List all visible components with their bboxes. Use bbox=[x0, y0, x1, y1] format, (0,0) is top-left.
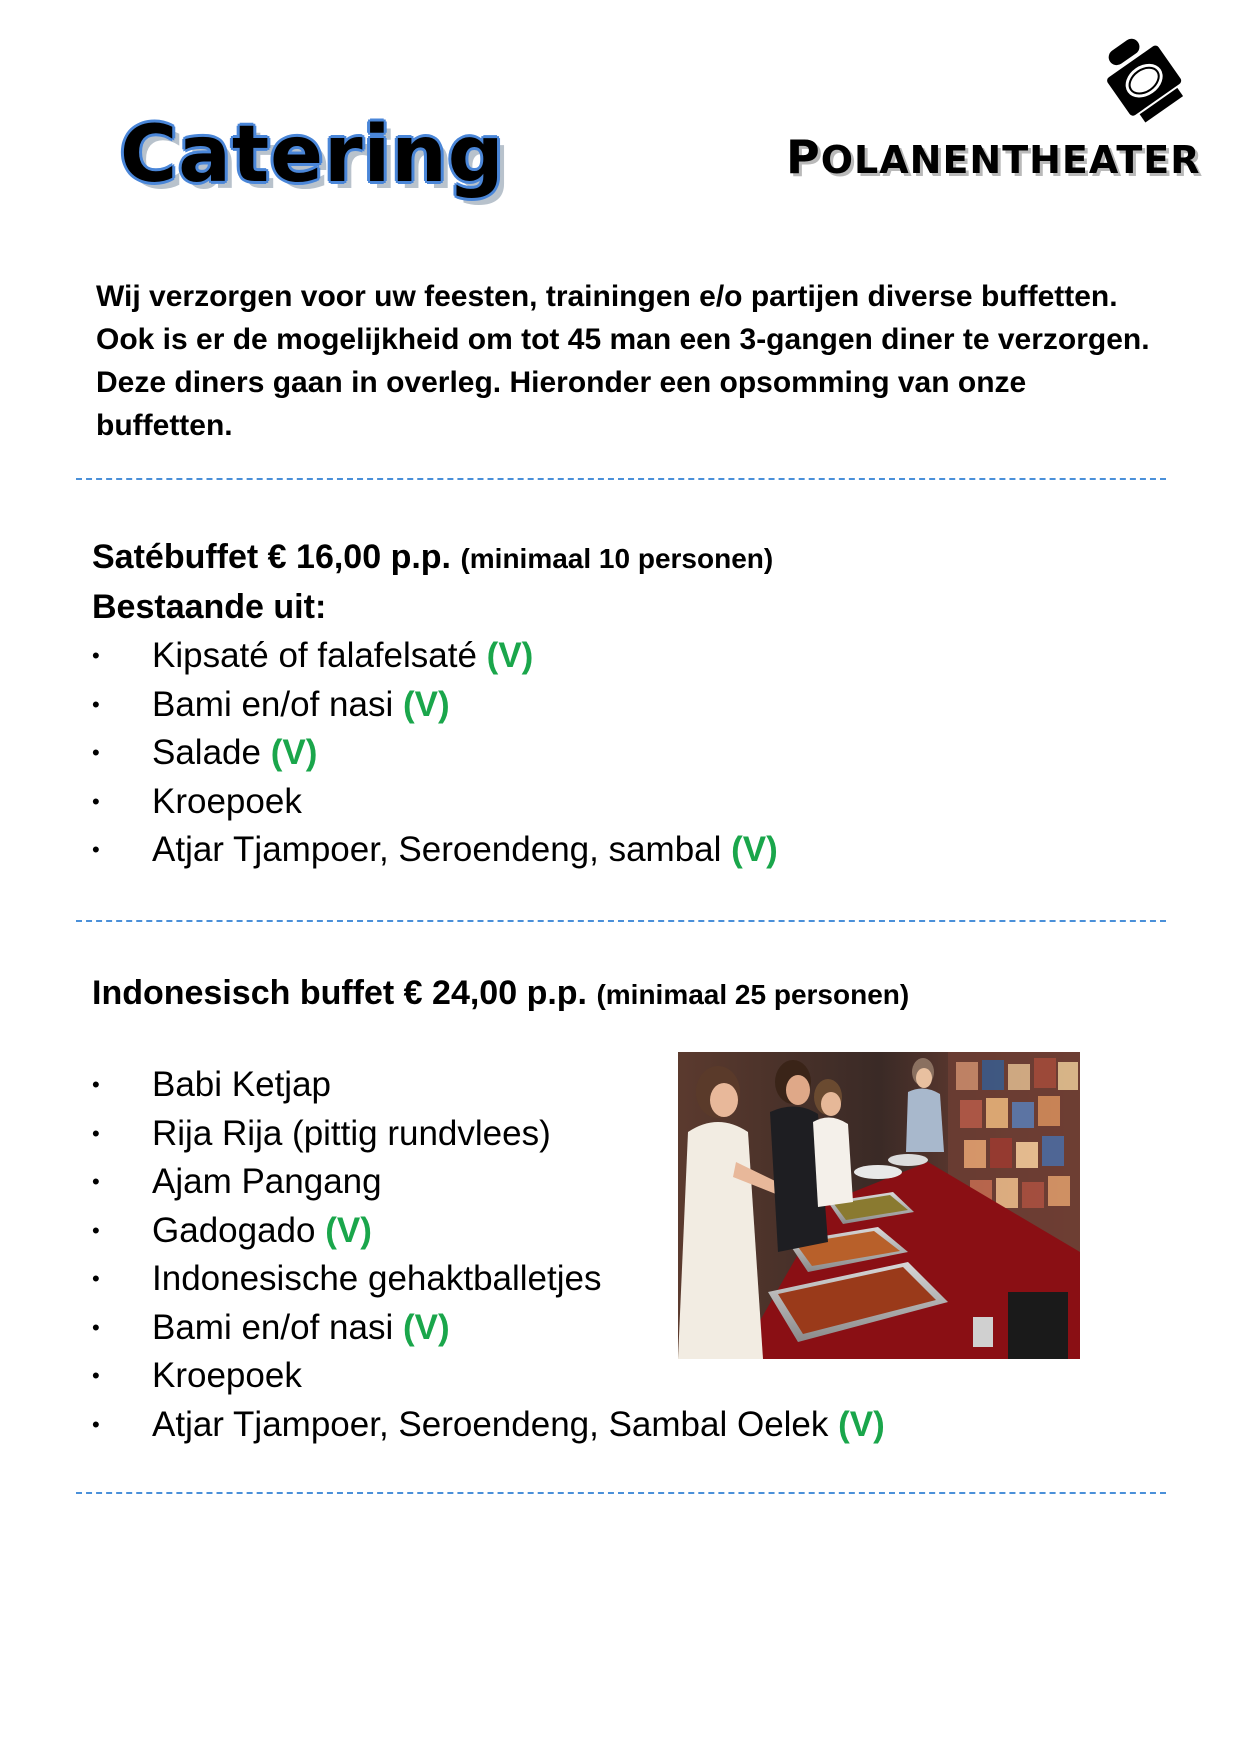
indo-minimum: (minimaal 25 personen) bbox=[596, 979, 910, 1010]
list-item bbox=[92, 729, 778, 778]
indo-title: Indonesisch buffet € 24,00 p.p. bbox=[92, 974, 587, 1012]
divider-1 bbox=[76, 478, 1166, 480]
bullet: • bbox=[92, 1363, 100, 1388]
sate-list bbox=[92, 632, 778, 875]
vegetarian-badge: (V) bbox=[325, 1210, 372, 1250]
bullet: • bbox=[92, 788, 100, 814]
list-item bbox=[92, 681, 778, 730]
bullet: • bbox=[92, 740, 100, 765]
list-item bbox=[92, 826, 778, 875]
bullet: • bbox=[92, 837, 100, 862]
item-text: Kroepoek bbox=[152, 1356, 302, 1395]
item-text: Bami en/of nasi bbox=[152, 684, 394, 724]
vegetarian-badge: (V) bbox=[402, 684, 450, 724]
indo-heading bbox=[92, 974, 909, 1013]
vegetarian-badge: (V) bbox=[270, 733, 318, 772]
theater-lamp-icon bbox=[1098, 34, 1188, 124]
item-text: Atjar Tjampoer, Seroendeng, sambal bbox=[152, 830, 722, 869]
item-text: Bami en/of nasi bbox=[152, 1307, 394, 1347]
logo-wordmark bbox=[786, 130, 1201, 184]
item-text: Salade bbox=[152, 733, 261, 772]
sate-heading bbox=[92, 538, 773, 577]
logo-rest-letters: OLANENTHEATER bbox=[820, 138, 1201, 182]
list-item bbox=[92, 778, 778, 827]
bullet: • bbox=[92, 643, 100, 668]
bullet: • bbox=[92, 1411, 100, 1437]
vegetarian-badge: (V) bbox=[838, 1404, 885, 1444]
buffet-photo bbox=[678, 1052, 1080, 1359]
bullet: • bbox=[92, 1120, 100, 1146]
list-item bbox=[92, 1352, 885, 1401]
item-text: Indonesische gehaktballetjes bbox=[152, 1259, 602, 1298]
bullet: • bbox=[92, 1266, 100, 1291]
vegetarian-badge: (V) bbox=[486, 636, 534, 675]
bullet: • bbox=[92, 1217, 100, 1243]
intro-text: Wij verzorgen voor uw feesten, trainingen e/o partijen diverse buffetten. Ook is er de mogelijkheid om tot 45 man een 3-gangen diner te verzorgen. Deze diners gaan in overleg. Hieronder een opsomming van onze buffetten. bbox=[96, 280, 1150, 442]
item-text: Babi Ketjap bbox=[152, 1065, 332, 1104]
item-text: Kroepoek bbox=[152, 781, 302, 821]
item-text: Atjar Tjampoer, Seroendeng, Sambal Oelek bbox=[152, 1404, 829, 1444]
bullet: • bbox=[92, 1169, 100, 1194]
divider-3 bbox=[76, 1492, 1166, 1494]
bullet: • bbox=[92, 691, 100, 717]
vegetarian-badge: (V) bbox=[402, 1307, 450, 1347]
list-item bbox=[92, 1401, 885, 1450]
sate-minimum: (minimaal 10 personen) bbox=[460, 543, 774, 574]
list-item bbox=[92, 632, 778, 681]
page-title: Catering bbox=[120, 110, 505, 200]
bullet: • bbox=[92, 1314, 100, 1340]
logo-first-letter: P bbox=[786, 130, 821, 184]
divider-2 bbox=[76, 920, 1166, 922]
item-text: Rija Rija (pittig rundvlees) bbox=[152, 1113, 551, 1153]
item-text: Gadogado bbox=[152, 1210, 316, 1250]
bullet: • bbox=[92, 1072, 100, 1097]
buffet-photo-illustration bbox=[678, 1052, 1080, 1359]
sate-title: Satébuffet € 16,00 p.p. bbox=[92, 538, 451, 576]
item-text: Kipsaté of falafelsaté bbox=[152, 636, 477, 675]
vegetarian-badge: (V) bbox=[731, 830, 778, 869]
sate-subtitle: Bestaande uit: bbox=[92, 588, 327, 626]
item-text: Ajam Pangang bbox=[152, 1162, 382, 1201]
